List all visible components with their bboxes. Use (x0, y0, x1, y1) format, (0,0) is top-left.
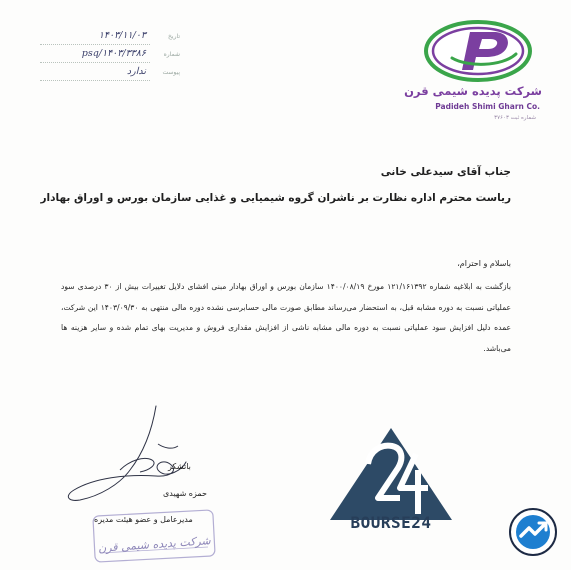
company-name-en: Padideh Shimi Gharn Co. (435, 102, 540, 111)
addressee-name: جناب آقای سیدعلی خانی (380, 166, 511, 178)
company-logo (404, 18, 542, 130)
attachment-row (40, 66, 180, 84)
letter-meta (40, 30, 180, 84)
number-label: شماره (163, 51, 180, 58)
stamp-text: شرکت پدیده شیمی قرن (97, 534, 212, 555)
company-name-fa: شرکت پدیده شیمی قرن (404, 84, 542, 98)
company-logo-mark-icon (422, 18, 534, 84)
company-registration: شماره ثبت ۳۷۶۰۳ (494, 115, 536, 121)
meta-rule (40, 62, 150, 63)
meta-rule (40, 80, 150, 81)
signatory-name: حمزه شهیدی (163, 489, 207, 498)
signatory-role: مدیرعامل و عضو هیئت مدیره (94, 515, 193, 524)
meta-rule (40, 44, 150, 45)
bourse24-badge-icon (509, 508, 557, 556)
attachment-label: پیوست (162, 69, 180, 76)
closing-text: باتشکر (168, 462, 191, 471)
signature-block (60, 400, 260, 570)
watermark-text: BOURSE24 (350, 513, 432, 532)
date-label: تاریخ (168, 33, 180, 40)
number-row (40, 48, 180, 66)
greeting: باسلام و احترام، (457, 259, 511, 268)
attachment-value: ندارد (126, 66, 146, 77)
date-value: ۱۴۰۳/۱۱/۰۳ (98, 30, 146, 41)
body-paragraph: بازگشت به ابلاغیه شماره ۱۲۱/۱۶۱۳۹۲ مورخ ۱۴۰۰/۰۸/۱۹ سازمان بورس و اوراق بهادار مبنی افشای دلایل تغییرات بیش از ۳۰ درصدی سود عملیاتی نسبت به دوره مشابه قبل، به استحضار می‌رساند مطابق صورت مالی حسابرسی نشده دوره مالی منتهی به ۱۴۰۳/۰۹/۳۰ این شرکت، عمده دلیل افزایش سود عملیاتی نسبت به دوره مالی مشابه ناشی از افزایش مقداری فروش و مدیریت بهای تمام شده و سایر هزینه ها می‌باشد. (61, 282, 511, 353)
number-value: psq/۱۴۰۳/۳۳۸۶ (81, 48, 146, 59)
date-row (40, 30, 180, 48)
addressee-title: ریاست محترم اداره نظارت بر ناشران گروه شیمیایی و غذایی سازمان بورس و اوراق بهادار (40, 192, 511, 204)
